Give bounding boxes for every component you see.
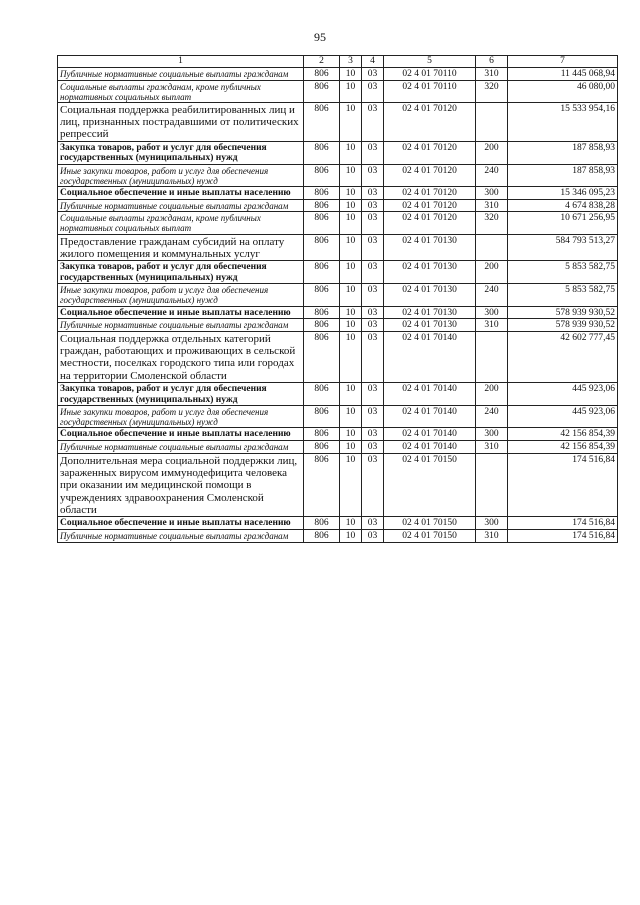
row-admin-code: 806	[304, 331, 340, 382]
column-header: 7	[508, 56, 618, 68]
row-target-article: 02 4 01 70150	[384, 529, 476, 542]
row-subsection: 03	[362, 319, 384, 332]
budget-table	[57, 55, 618, 543]
row-target-article: 02 4 01 70150	[384, 517, 476, 530]
row-amount: 174 516,84	[508, 453, 618, 517]
row-amount: 174 516,84	[508, 517, 618, 530]
row-expense-type	[476, 331, 508, 382]
row-expense-type: 300	[476, 428, 508, 441]
row-admin-code: 806	[304, 212, 340, 234]
row-section: 10	[340, 212, 362, 234]
table-row	[58, 212, 618, 234]
row-section: 10	[340, 141, 362, 164]
row-subsection: 03	[362, 80, 384, 102]
row-amount: 445 923,06	[508, 383, 618, 406]
table-row	[58, 261, 618, 284]
table-row	[58, 406, 618, 428]
table-row	[58, 306, 618, 319]
row-admin-code: 806	[304, 141, 340, 164]
row-expense-type	[476, 453, 508, 517]
table-row	[58, 284, 618, 306]
table-row	[58, 529, 618, 542]
table-row	[58, 331, 618, 382]
row-section: 10	[340, 331, 362, 382]
row-name: Публичные нормативные социальные выплаты гражданам	[58, 319, 304, 332]
row-section: 10	[340, 406, 362, 428]
row-subsection: 03	[362, 234, 384, 261]
row-amount: 5 853 582,75	[508, 284, 618, 306]
row-admin-code: 806	[304, 234, 340, 261]
table-row	[58, 319, 618, 332]
table-row	[58, 68, 618, 81]
row-section: 10	[340, 234, 362, 261]
row-name: Закупка товаров, работ и услуг для обеспечения государственных (муниципальных) нужд	[58, 141, 304, 164]
row-target-article: 02 4 01 70140	[384, 331, 476, 382]
row-subsection: 03	[362, 199, 384, 212]
row-subsection: 03	[362, 331, 384, 382]
row-admin-code: 806	[304, 68, 340, 81]
row-expense-type: 240	[476, 164, 508, 186]
row-expense-type: 320	[476, 212, 508, 234]
row-expense-type: 200	[476, 383, 508, 406]
row-subsection: 03	[362, 102, 384, 141]
row-name: Публичные нормативные социальные выплаты гражданам	[58, 529, 304, 542]
row-admin-code: 806	[304, 441, 340, 454]
row-section: 10	[340, 319, 362, 332]
column-header: 6	[476, 56, 508, 68]
row-amount: 578 939 930,52	[508, 319, 618, 332]
row-admin-code: 806	[304, 319, 340, 332]
row-admin-code: 806	[304, 383, 340, 406]
table-row	[58, 164, 618, 186]
row-amount: 42 602 777,45	[508, 331, 618, 382]
row-amount: 42 156 854,39	[508, 441, 618, 454]
row-subsection: 03	[362, 164, 384, 186]
row-expense-type: 200	[476, 261, 508, 284]
row-expense-type: 310	[476, 441, 508, 454]
row-section: 10	[340, 80, 362, 102]
row-section: 10	[340, 441, 362, 454]
row-expense-type: 200	[476, 141, 508, 164]
row-admin-code: 806	[304, 306, 340, 319]
row-section: 10	[340, 102, 362, 141]
row-section: 10	[340, 428, 362, 441]
row-expense-type: 300	[476, 517, 508, 530]
row-target-article: 02 4 01 70140	[384, 428, 476, 441]
row-name: Публичные нормативные социальные выплаты гражданам	[58, 68, 304, 81]
row-section: 10	[340, 261, 362, 284]
row-name: Социальное обеспечение и иные выплаты населению	[58, 517, 304, 530]
row-target-article: 02 4 01 70110	[384, 80, 476, 102]
row-section: 10	[340, 164, 362, 186]
row-subsection: 03	[362, 453, 384, 517]
table-row	[58, 141, 618, 164]
row-target-article: 02 4 01 70110	[384, 68, 476, 81]
row-name: Предоставление гражданам субсидий на оплату жилого помещения и коммунальных услуг	[58, 234, 304, 261]
row-name: Публичные нормативные социальные выплаты гражданам	[58, 441, 304, 454]
row-name: Социальная поддержка реабилитированных лиц и лиц, признанных пострадавшими от политических репрессий	[58, 102, 304, 141]
row-amount: 578 939 930,52	[508, 306, 618, 319]
row-name: Закупка товаров, работ и услуг для обеспечения государственных (муниципальных) нужд	[58, 261, 304, 284]
row-amount: 445 923,06	[508, 406, 618, 428]
row-target-article: 02 4 01 70120	[384, 199, 476, 212]
row-section: 10	[340, 306, 362, 319]
column-header: 1	[58, 56, 304, 68]
row-target-article: 02 4 01 70120	[384, 141, 476, 164]
row-subsection: 03	[362, 406, 384, 428]
row-target-article: 02 4 01 70140	[384, 441, 476, 454]
row-admin-code: 806	[304, 517, 340, 530]
row-target-article: 02 4 01 70140	[384, 383, 476, 406]
row-section: 10	[340, 529, 362, 542]
row-expense-type: 310	[476, 199, 508, 212]
row-admin-code: 806	[304, 284, 340, 306]
row-amount: 187 858,93	[508, 141, 618, 164]
row-subsection: 03	[362, 261, 384, 284]
row-subsection: 03	[362, 529, 384, 542]
row-expense-type	[476, 102, 508, 141]
row-section: 10	[340, 284, 362, 306]
table-row	[58, 453, 618, 517]
row-target-article: 02 4 01 70120	[384, 212, 476, 234]
row-expense-type: 300	[476, 306, 508, 319]
row-subsection: 03	[362, 306, 384, 319]
row-admin-code: 806	[304, 187, 340, 200]
row-name: Социальная поддержка отдельных категорий граждан, работающих и проживающих в сельской местности, поселках городского типа или городах на территории Смоленской области	[58, 331, 304, 382]
row-subsection: 03	[362, 517, 384, 530]
row-target-article: 02 4 01 70150	[384, 453, 476, 517]
row-name: Дополнительная мера социальной поддержки лиц, зараженных вирусом иммунодефицита человека при оказании им медицинской помощи в учреждениях здравоохранения Смоленской области	[58, 453, 304, 517]
row-expense-type: 310	[476, 529, 508, 542]
row-target-article: 02 4 01 70130	[384, 234, 476, 261]
column-header: 2	[304, 56, 340, 68]
row-subsection: 03	[362, 284, 384, 306]
table-row	[58, 383, 618, 406]
row-target-article: 02 4 01 70130	[384, 261, 476, 284]
row-admin-code: 806	[304, 102, 340, 141]
row-amount: 42 156 854,39	[508, 428, 618, 441]
row-name: Иные закупки товаров, работ и услуг для обеспечения государственных (муниципальных) нужд	[58, 164, 304, 186]
table-row	[58, 187, 618, 200]
row-subsection: 03	[362, 383, 384, 406]
table-row	[58, 428, 618, 441]
row-subsection: 03	[362, 141, 384, 164]
row-name: Социальные выплаты гражданам, кроме публичных нормативных социальных выплат	[58, 80, 304, 102]
table-row	[58, 234, 618, 261]
table-body	[58, 68, 618, 543]
column-header: 5	[384, 56, 476, 68]
row-name: Иные закупки товаров, работ и услуг для обеспечения государственных (муниципальных) нужд	[58, 406, 304, 428]
row-expense-type: 310	[476, 68, 508, 81]
row-amount: 15 533 954,16	[508, 102, 618, 141]
table-row	[58, 517, 618, 530]
table-row	[58, 441, 618, 454]
row-admin-code: 806	[304, 428, 340, 441]
row-expense-type: 240	[476, 284, 508, 306]
row-subsection: 03	[362, 187, 384, 200]
row-name: Публичные нормативные социальные выплаты гражданам	[58, 199, 304, 212]
column-header: 3	[340, 56, 362, 68]
row-section: 10	[340, 199, 362, 212]
row-name: Социальное обеспечение и иные выплаты населению	[58, 428, 304, 441]
row-name: Социальные выплаты гражданам, кроме публичных нормативных социальных выплат	[58, 212, 304, 234]
row-expense-type: 240	[476, 406, 508, 428]
row-section: 10	[340, 68, 362, 81]
table-row	[58, 199, 618, 212]
row-amount: 15 346 095,23	[508, 187, 618, 200]
row-amount: 10 671 256,95	[508, 212, 618, 234]
table-row	[58, 80, 618, 102]
row-admin-code: 806	[304, 164, 340, 186]
row-admin-code: 806	[304, 406, 340, 428]
row-target-article: 02 4 01 70130	[384, 319, 476, 332]
row-admin-code: 806	[304, 453, 340, 517]
row-name: Иные закупки товаров, работ и услуг для обеспечения государственных (муниципальных) нужд	[58, 284, 304, 306]
row-section: 10	[340, 517, 362, 530]
column-header: 4	[362, 56, 384, 68]
row-expense-type: 300	[476, 187, 508, 200]
row-amount: 174 516,84	[508, 529, 618, 542]
row-expense-type	[476, 234, 508, 261]
row-admin-code: 806	[304, 199, 340, 212]
row-admin-code: 806	[304, 261, 340, 284]
row-section: 10	[340, 383, 362, 406]
row-section: 10	[340, 187, 362, 200]
row-target-article: 02 4 01 70120	[384, 164, 476, 186]
row-amount: 4 674 838,28	[508, 199, 618, 212]
row-target-article: 02 4 01 70130	[384, 306, 476, 319]
row-name: Социальное обеспечение и иные выплаты населению	[58, 306, 304, 319]
row-amount: 187 858,93	[508, 164, 618, 186]
row-expense-type: 320	[476, 80, 508, 102]
row-target-article: 02 4 01 70140	[384, 406, 476, 428]
row-name: Закупка товаров, работ и услуг для обеспечения государственных (муниципальных) нужд	[58, 383, 304, 406]
row-expense-type: 310	[476, 319, 508, 332]
table-header-row	[58, 56, 618, 68]
row-target-article: 02 4 01 70120	[384, 102, 476, 141]
row-subsection: 03	[362, 428, 384, 441]
row-amount: 5 853 582,75	[508, 261, 618, 284]
row-subsection: 03	[362, 441, 384, 454]
row-amount: 584 793 513,27	[508, 234, 618, 261]
row-subsection: 03	[362, 212, 384, 234]
page-number: 95	[314, 30, 326, 44]
row-subsection: 03	[362, 68, 384, 81]
row-name: Социальное обеспечение и иные выплаты населению	[58, 187, 304, 200]
row-amount: 11 445 068,94	[508, 68, 618, 81]
row-admin-code: 806	[304, 80, 340, 102]
row-admin-code: 806	[304, 529, 340, 542]
row-target-article: 02 4 01 70120	[384, 187, 476, 200]
row-amount: 46 080,00	[508, 80, 618, 102]
table-row	[58, 102, 618, 141]
row-section: 10	[340, 453, 362, 517]
row-target-article: 02 4 01 70130	[384, 284, 476, 306]
